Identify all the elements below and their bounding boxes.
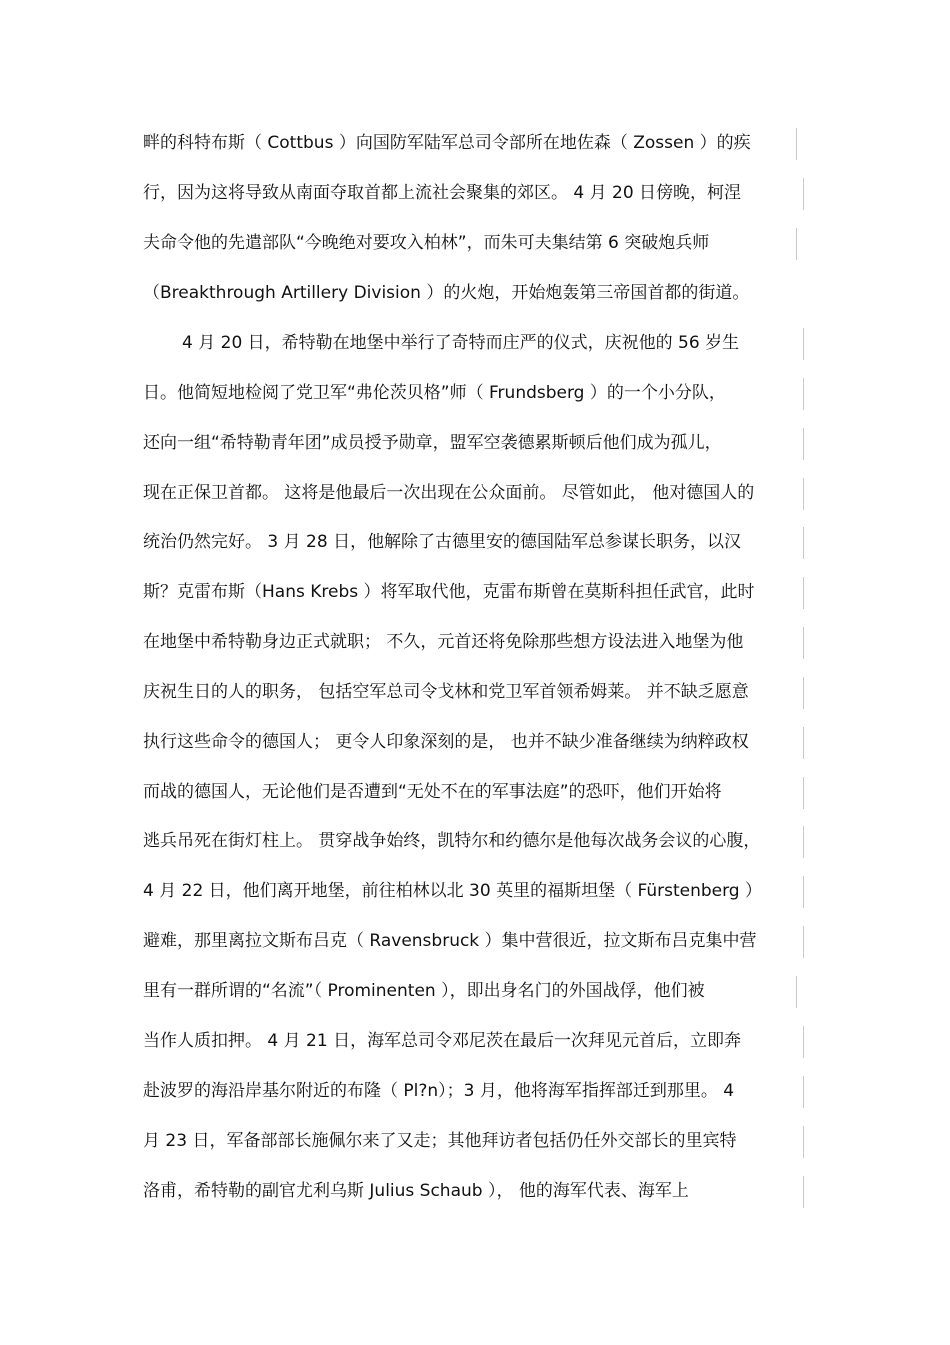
text-line: 避难，那里离拉文斯布吕克（ Ravensbruck ）集中营很近，拉文斯布吕克集中营: [143, 931, 757, 951]
edge-mark: [803, 378, 804, 410]
edge-mark: [803, 577, 804, 609]
text-line: 4 月 22 日，他们离开地堡，前往柏林以北 30 英里的福斯坦堡（ Fürstenberg ）: [143, 881, 763, 901]
edge-mark: [803, 627, 804, 659]
edge-mark: [803, 1126, 804, 1158]
edge-mark: [803, 777, 804, 809]
text-line: 日。他简短地检阅了党卫军“弗伦茨贝格”师（ Frundsberg ）的一个小分队，: [143, 383, 726, 403]
text-line: 4 月 20 日，希特勒在地堡中举行了奇特而庄严的仪式，庆祝他的 56 岁生: [182, 333, 740, 353]
text-line: 洛甫，希特勒的副官尤利乌斯 Julius Schaub ）， 他的海军代表、海军上: [143, 1181, 689, 1201]
text-line: 行，因为这将导致从南面夺取首都上流社会聚集的郊区。 4 月 20 日傍晚，柯涅: [143, 183, 742, 203]
edge-mark: [803, 428, 804, 460]
text-line: 而战的德国人，无论他们是否遭到“无处不在的军事法庭”的恐吓，他们开始将: [143, 782, 722, 802]
edge-mark: [803, 1026, 804, 1058]
edge-mark: [803, 677, 804, 709]
text-line: 夫命令他的先遣部队“今晚绝对要攻入柏林”，而朱可夫集结第 6 突破炮兵师: [143, 233, 710, 253]
text-line: 执行这些命令的德国人； 更令人印象深刻的是， 也并不缺少准备继续为纳粹政权: [143, 732, 749, 752]
text-line: 当作人质扣押。 4 月 21 日，海军总司令邓尼茨在最后一次拜见元首后，立即奔: [143, 1031, 742, 1051]
edge-mark: [803, 727, 804, 759]
edge-mark: [803, 1176, 804, 1208]
text-line: 逃兵吊死在街灯柱上。 贯穿战争始终，凯特尔和约德尔是他每次战务会议的心腹，: [143, 831, 761, 851]
text-line: 里有一群所谓的“名流”（ Prominenten ），即出身名门的外国战俘，他们被: [143, 981, 705, 1001]
text-line: 畔的科特布斯（ Cottbus ）向国防军陆军总司令部所在地佐森（ Zossen ）的疾: [143, 133, 751, 153]
edge-mark: [803, 1076, 804, 1108]
text-line: 月 23 日，军备部部长施佩尔来了又走；其他拜访者包括仍任外交部长的里宾特: [143, 1131, 737, 1151]
edge-mark: [796, 128, 797, 160]
text-line: 赴波罗的海沿岸基尔附近的布隆（ Pl?n）；3 月，他将海军指挥部迁到那里。 4: [143, 1081, 735, 1101]
text-line: 在地堡中希特勒身边正式就职； 不久，元首还将免除那些想方设法进入地堡为他: [143, 632, 744, 652]
text-line: 统治仍然完好。 3 月 28 日，他解除了古德里安的德国陆军总参谋长职务，以汉: [143, 532, 742, 552]
edge-mark: [796, 976, 797, 1008]
edge-mark: [803, 328, 804, 360]
edge-mark: [803, 478, 804, 510]
edge-mark: [803, 876, 804, 908]
text-line: 现在正保卫首都。 这将是他最后一次出现在公众面前。 尽管如此， 他对德国人的: [143, 483, 755, 503]
edge-mark: [803, 527, 804, 559]
text-line: 庆祝生日的人的职务， 包括空军总司令戈林和党卫军首领希姆莱。 并不缺乏愿意: [143, 682, 749, 702]
text-line: 斯？克雷布斯（Hans Krebs ）将军取代他，克雷布斯曾在莫斯科担任武官，此时: [143, 582, 755, 602]
text-line: （Breakthrough Artillery Division ）的火炮，开始炮轰第三帝国首都的街道。: [143, 283, 750, 303]
edge-mark: [803, 178, 804, 210]
edge-mark: [803, 926, 804, 958]
edge-mark: [796, 228, 797, 260]
text-line: 还向一组“希特勒青年团”成员授予勋章，盟军空袭德累斯顿后他们成为孤儿，: [143, 433, 722, 453]
edge-mark: [803, 826, 804, 858]
